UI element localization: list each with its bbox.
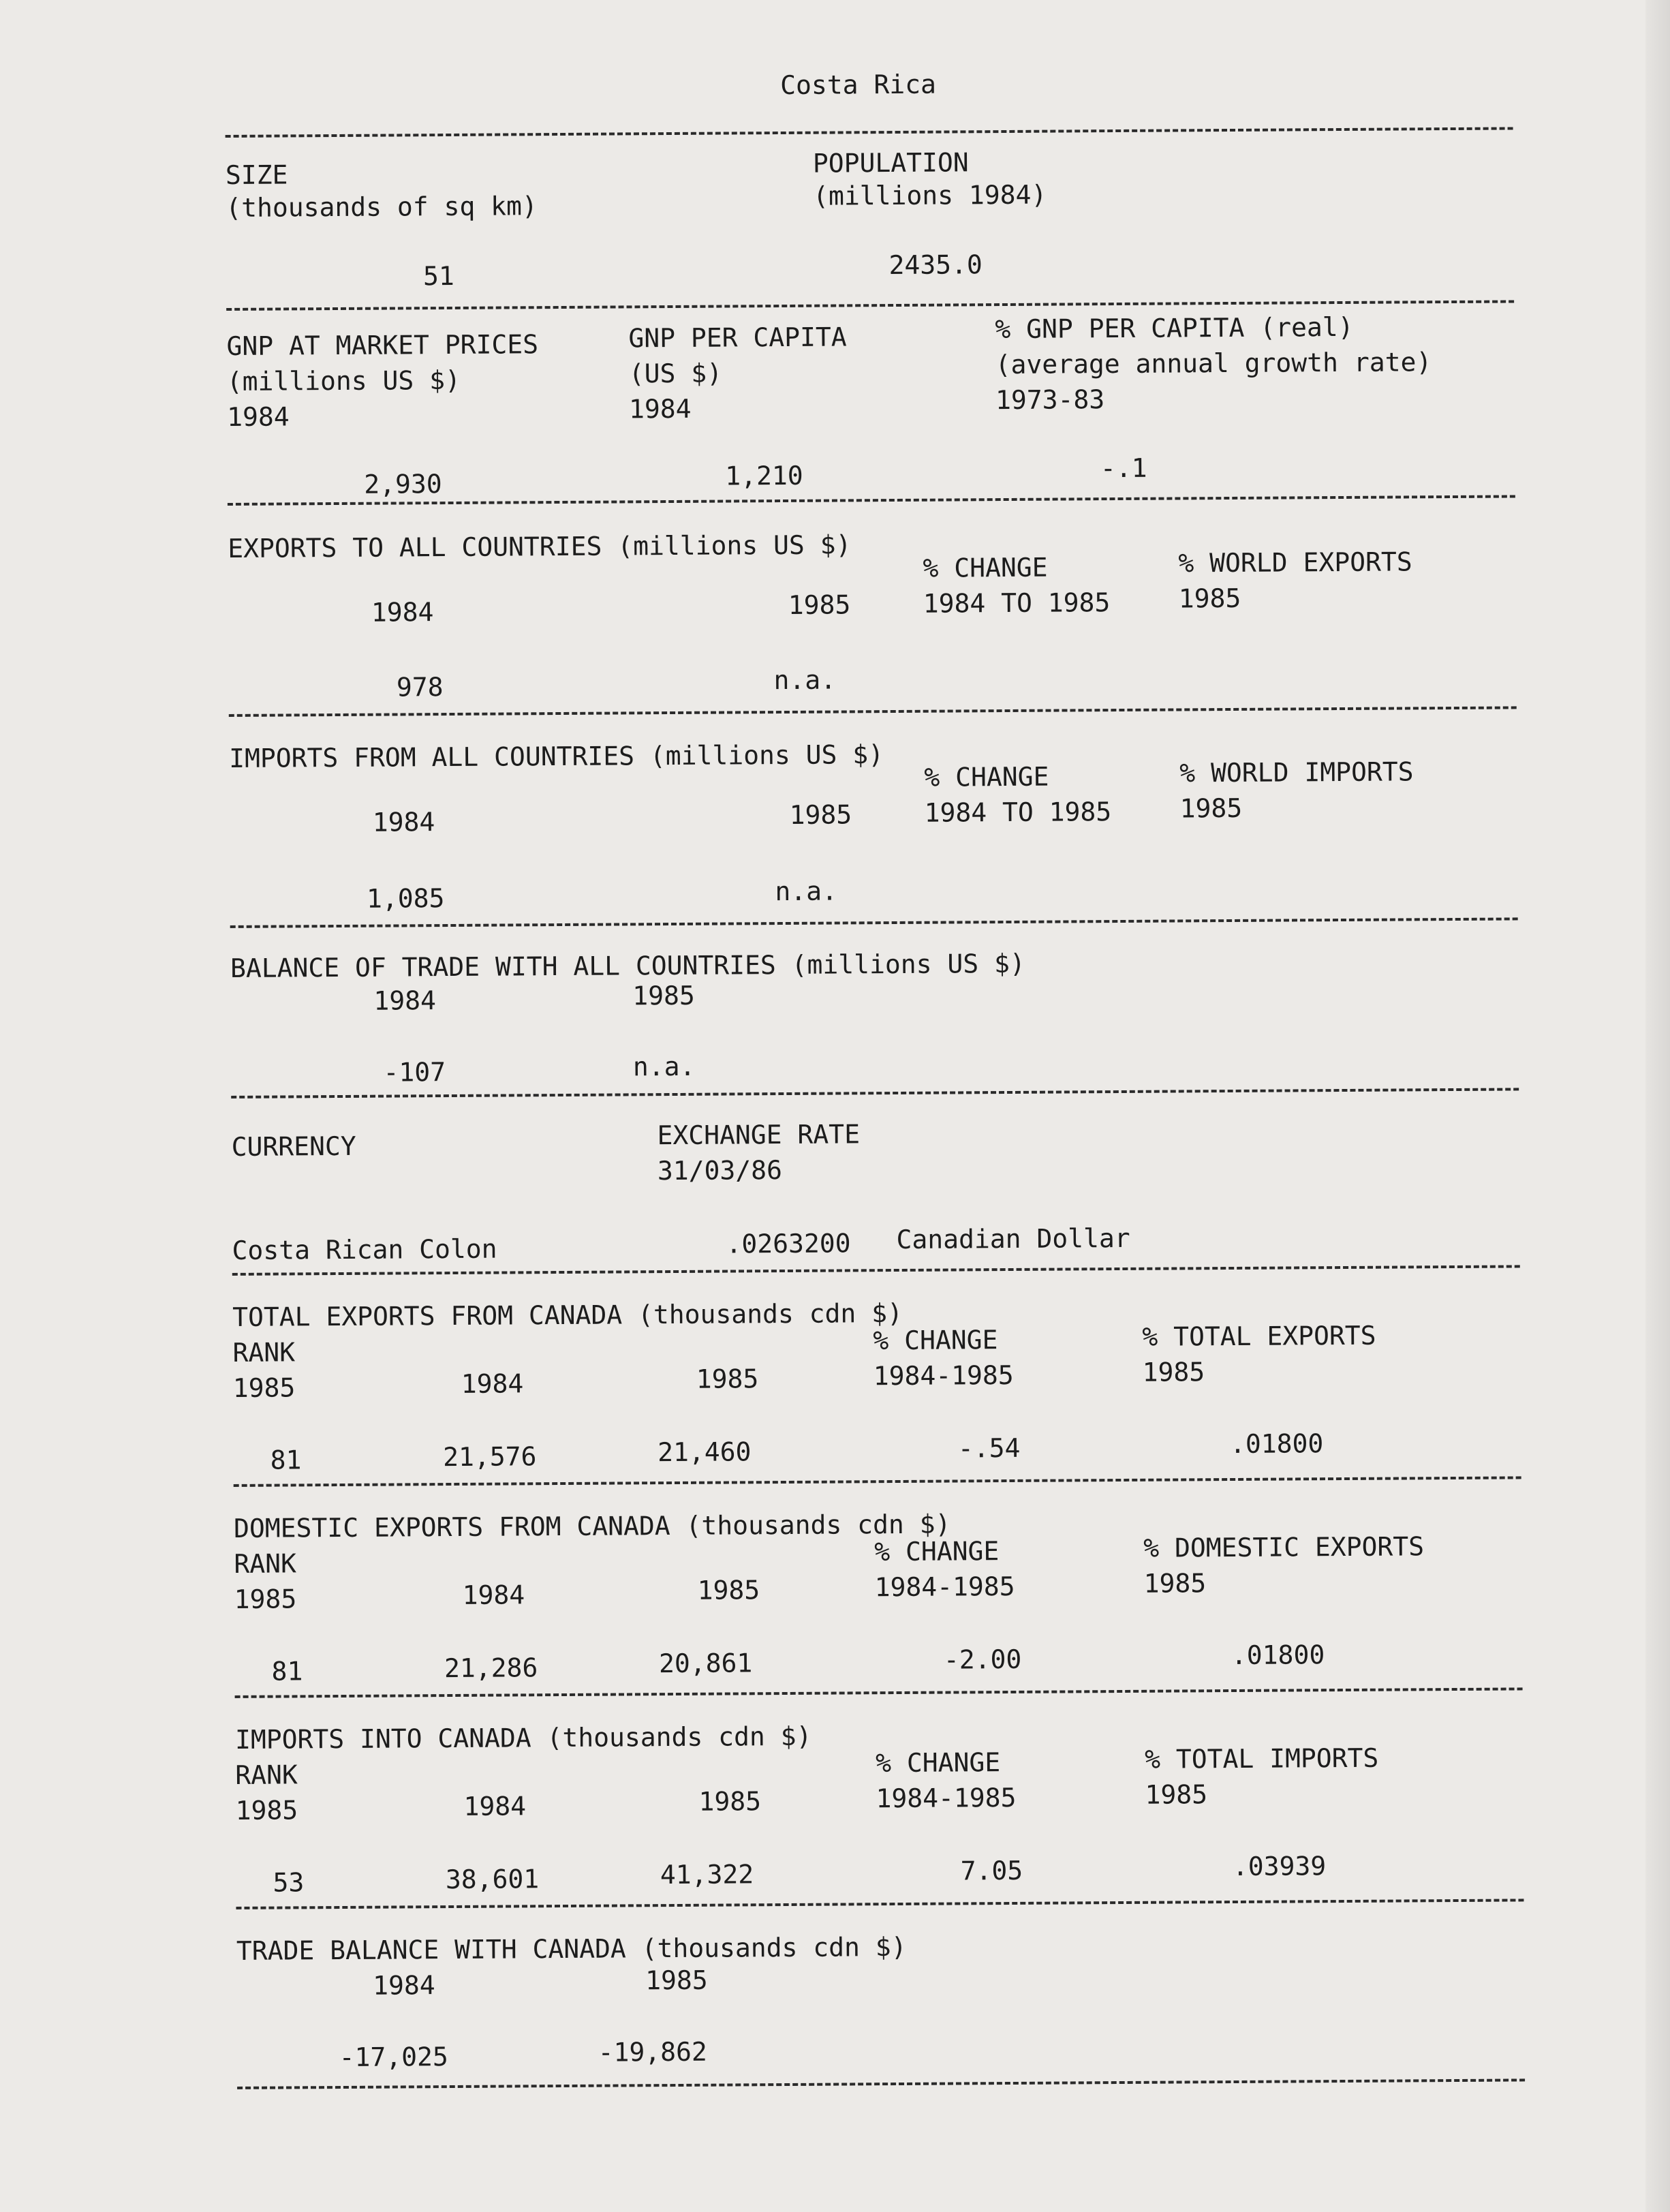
total-exports-rank-year: 1985 (232, 1372, 296, 1403)
gnp-growth-label: % GNP PER CAPITA (real) (995, 311, 1354, 345)
divider (236, 1899, 1524, 1909)
imports-all-title: IMPORTS FROM ALL COUNTRIES (millions US $) (229, 739, 884, 773)
exports-all-change-period: 1984 TO 1985 (923, 587, 1111, 619)
domestic-exports-1984-value: 21,286 (444, 1653, 538, 1684)
divider (226, 300, 1514, 311)
imports-all-world-header: % WORLD IMPORTS (1179, 756, 1414, 788)
imports-all-change-header: % CHANGE (924, 761, 1049, 793)
balance-all-1984-value: -107 (383, 1057, 446, 1088)
balance-all-1985-header: 1985 (632, 980, 695, 1011)
gnp-per-capita-year: 1984 (628, 393, 692, 425)
imports-canada-share-header: % TOTAL IMPORTS (1145, 1742, 1379, 1775)
imports-all-1985-value: n.a. (775, 876, 838, 907)
population-value: 2435.0 (888, 249, 983, 281)
total-exports-change-period: 1984-1985 (873, 1360, 1014, 1392)
currency-name: Costa Rican Colon (232, 1233, 497, 1265)
divider (231, 1088, 1519, 1099)
divider (237, 2078, 1525, 2089)
imports-canada-rank-value: 53 (273, 1867, 305, 1898)
imports-canada-1985-value: 41,322 (660, 1859, 754, 1890)
population-unit-label: (millions 1984) (813, 179, 1047, 211)
total-exports-share-value: .01800 (1229, 1428, 1324, 1460)
total-exports-rank-header: RANK (232, 1337, 296, 1368)
total-exports-1985-value: 21,460 (658, 1437, 752, 1468)
trade-balance-canada-1985-header: 1985 (645, 1965, 708, 1996)
total-exports-1984-header: 1984 (461, 1368, 524, 1399)
imports-canada-rank-year: 1985 (235, 1795, 298, 1826)
domestic-exports-rank-value: 81 (271, 1656, 303, 1687)
currency-label: CURRENCY (231, 1131, 356, 1162)
divider (234, 1476, 1521, 1487)
divider (229, 706, 1517, 717)
gnp-per-capita-unit: (US $) (628, 358, 723, 389)
total-exports-1984-value: 21,576 (443, 1441, 537, 1473)
gnp-market-value: 2,930 (364, 469, 442, 500)
imports-canada-change-period: 1984-1985 (876, 1782, 1017, 1814)
gnp-market-label: GNP AT MARKET PRICES (226, 329, 539, 361)
exports-all-1985-header: 1985 (788, 589, 851, 620)
domestic-exports-rank-header: RANK (234, 1548, 297, 1579)
imports-canada-title: IMPORTS INTO CANADA (thousands cdn $) (234, 1721, 812, 1755)
total-exports-1985-header: 1985 (696, 1364, 759, 1394)
domestic-exports-share-header: % DOMESTIC EXPORTS (1143, 1531, 1425, 1563)
imports-canada-change-value: 7.05 (960, 1855, 1023, 1886)
balance-all-1984-header: 1984 (373, 985, 437, 1016)
gnp-per-capita-value: 1,210 (725, 460, 803, 491)
exports-all-1984-header: 1984 (371, 597, 434, 628)
exchange-rate-unit: Canadian Dollar (896, 1223, 1130, 1255)
exports-all-world-year: 1985 (1178, 583, 1241, 614)
size-label: SIZE (225, 159, 288, 190)
domestic-exports-change-value: -2.00 (943, 1644, 1022, 1675)
balance-all-title: BALANCE OF TRADE WITH ALL COUNTRIES (millions US $) (230, 948, 1025, 983)
domestic-exports-1985-value: 20,861 (658, 1648, 753, 1679)
domestic-exports-share-year: 1985 (1143, 1568, 1207, 1599)
imports-all-world-year: 1985 (1179, 793, 1243, 824)
total-exports-change-header: % CHANGE (873, 1325, 998, 1356)
gnp-per-capita-label: GNP PER CAPITA (628, 322, 847, 354)
domestic-exports-title: DOMESTIC EXPORTS FROM CANADA (thousands cdn $) (233, 1509, 951, 1543)
imports-canada-share-value: .03939 (1232, 1851, 1327, 1882)
costa-rica-fact-sheet (225, 60, 1552, 2113)
imports-canada-1984-value: 38,601 (445, 1864, 540, 1895)
divider (230, 917, 1518, 928)
divider (232, 1265, 1520, 1276)
total-exports-share-header: % TOTAL EXPORTS (1142, 1320, 1376, 1352)
size-unit-label: (thousands of sq km) (226, 191, 538, 223)
divider (226, 127, 1513, 138)
imports-all-1984-value: 1,085 (366, 883, 445, 914)
domestic-exports-1985-header: 1985 (697, 1575, 760, 1606)
exchange-rate-date: 31/03/86 (657, 1155, 783, 1186)
exports-all-world-header: % WORLD EXPORTS (1178, 547, 1412, 579)
gnp-growth-period: 1973-83 (995, 384, 1105, 416)
total-exports-rank-value: 81 (270, 1445, 302, 1475)
exports-all-1984-value: 978 (396, 672, 444, 703)
population-label: POPULATION (812, 147, 969, 179)
total-exports-title: TOTAL EXPORTS FROM CANADA (thousands cdn $) (232, 1297, 903, 1332)
balance-all-1985-value: n.a. (632, 1051, 696, 1082)
trade-balance-canada-1984-value: -17,025 (339, 2042, 448, 2073)
imports-canada-share-year: 1985 (1145, 1779, 1208, 1810)
exchange-rate-label: EXCHANGE RATE (657, 1119, 861, 1151)
exports-all-title: EXPORTS TO ALL COUNTRIES (millions US $) (228, 529, 852, 564)
domestic-exports-share-value: .01800 (1231, 1640, 1325, 1671)
imports-canada-1985-header: 1985 (698, 1786, 762, 1817)
gnp-growth-unit: (average annual growth rate) (995, 347, 1432, 380)
trade-balance-canada-title: TRADE BALANCE WITH CANADA (thousands cdn $) (236, 1931, 907, 1966)
imports-all-1985-header: 1985 (789, 799, 852, 830)
size-value: 51 (422, 260, 455, 292)
imports-canada-rank-header: RANK (235, 1760, 298, 1790)
domestic-exports-rank-year: 1985 (234, 1584, 297, 1614)
exchange-rate-value: .0263200 (726, 1228, 851, 1259)
document-title: Costa Rica (780, 69, 937, 101)
exports-all-change-header: % CHANGE (923, 552, 1048, 583)
total-exports-change-value: -.54 (957, 1432, 1021, 1464)
divider (235, 1687, 1523, 1698)
domestic-exports-change-header: % CHANGE (874, 1536, 1000, 1567)
imports-all-change-period: 1984 TO 1985 (924, 797, 1112, 828)
domestic-exports-change-period: 1984-1985 (874, 1571, 1015, 1603)
exports-all-1985-value: n.a. (773, 664, 837, 696)
total-exports-share-year: 1985 (1142, 1357, 1205, 1387)
imports-canada-1984-header: 1984 (463, 1791, 527, 1822)
imports-all-1984-header: 1984 (372, 807, 435, 838)
gnp-market-year: 1984 (226, 401, 290, 432)
trade-balance-canada-1984-header: 1984 (373, 1970, 435, 2001)
trade-balance-canada-1985-value: -19,862 (598, 2036, 707, 2068)
imports-canada-change-header: % CHANGE (876, 1747, 1001, 1779)
gnp-growth-value: -.1 (1100, 452, 1147, 484)
gnp-market-unit: (millions US $) (226, 365, 461, 397)
domestic-exports-1984-header: 1984 (462, 1580, 525, 1610)
